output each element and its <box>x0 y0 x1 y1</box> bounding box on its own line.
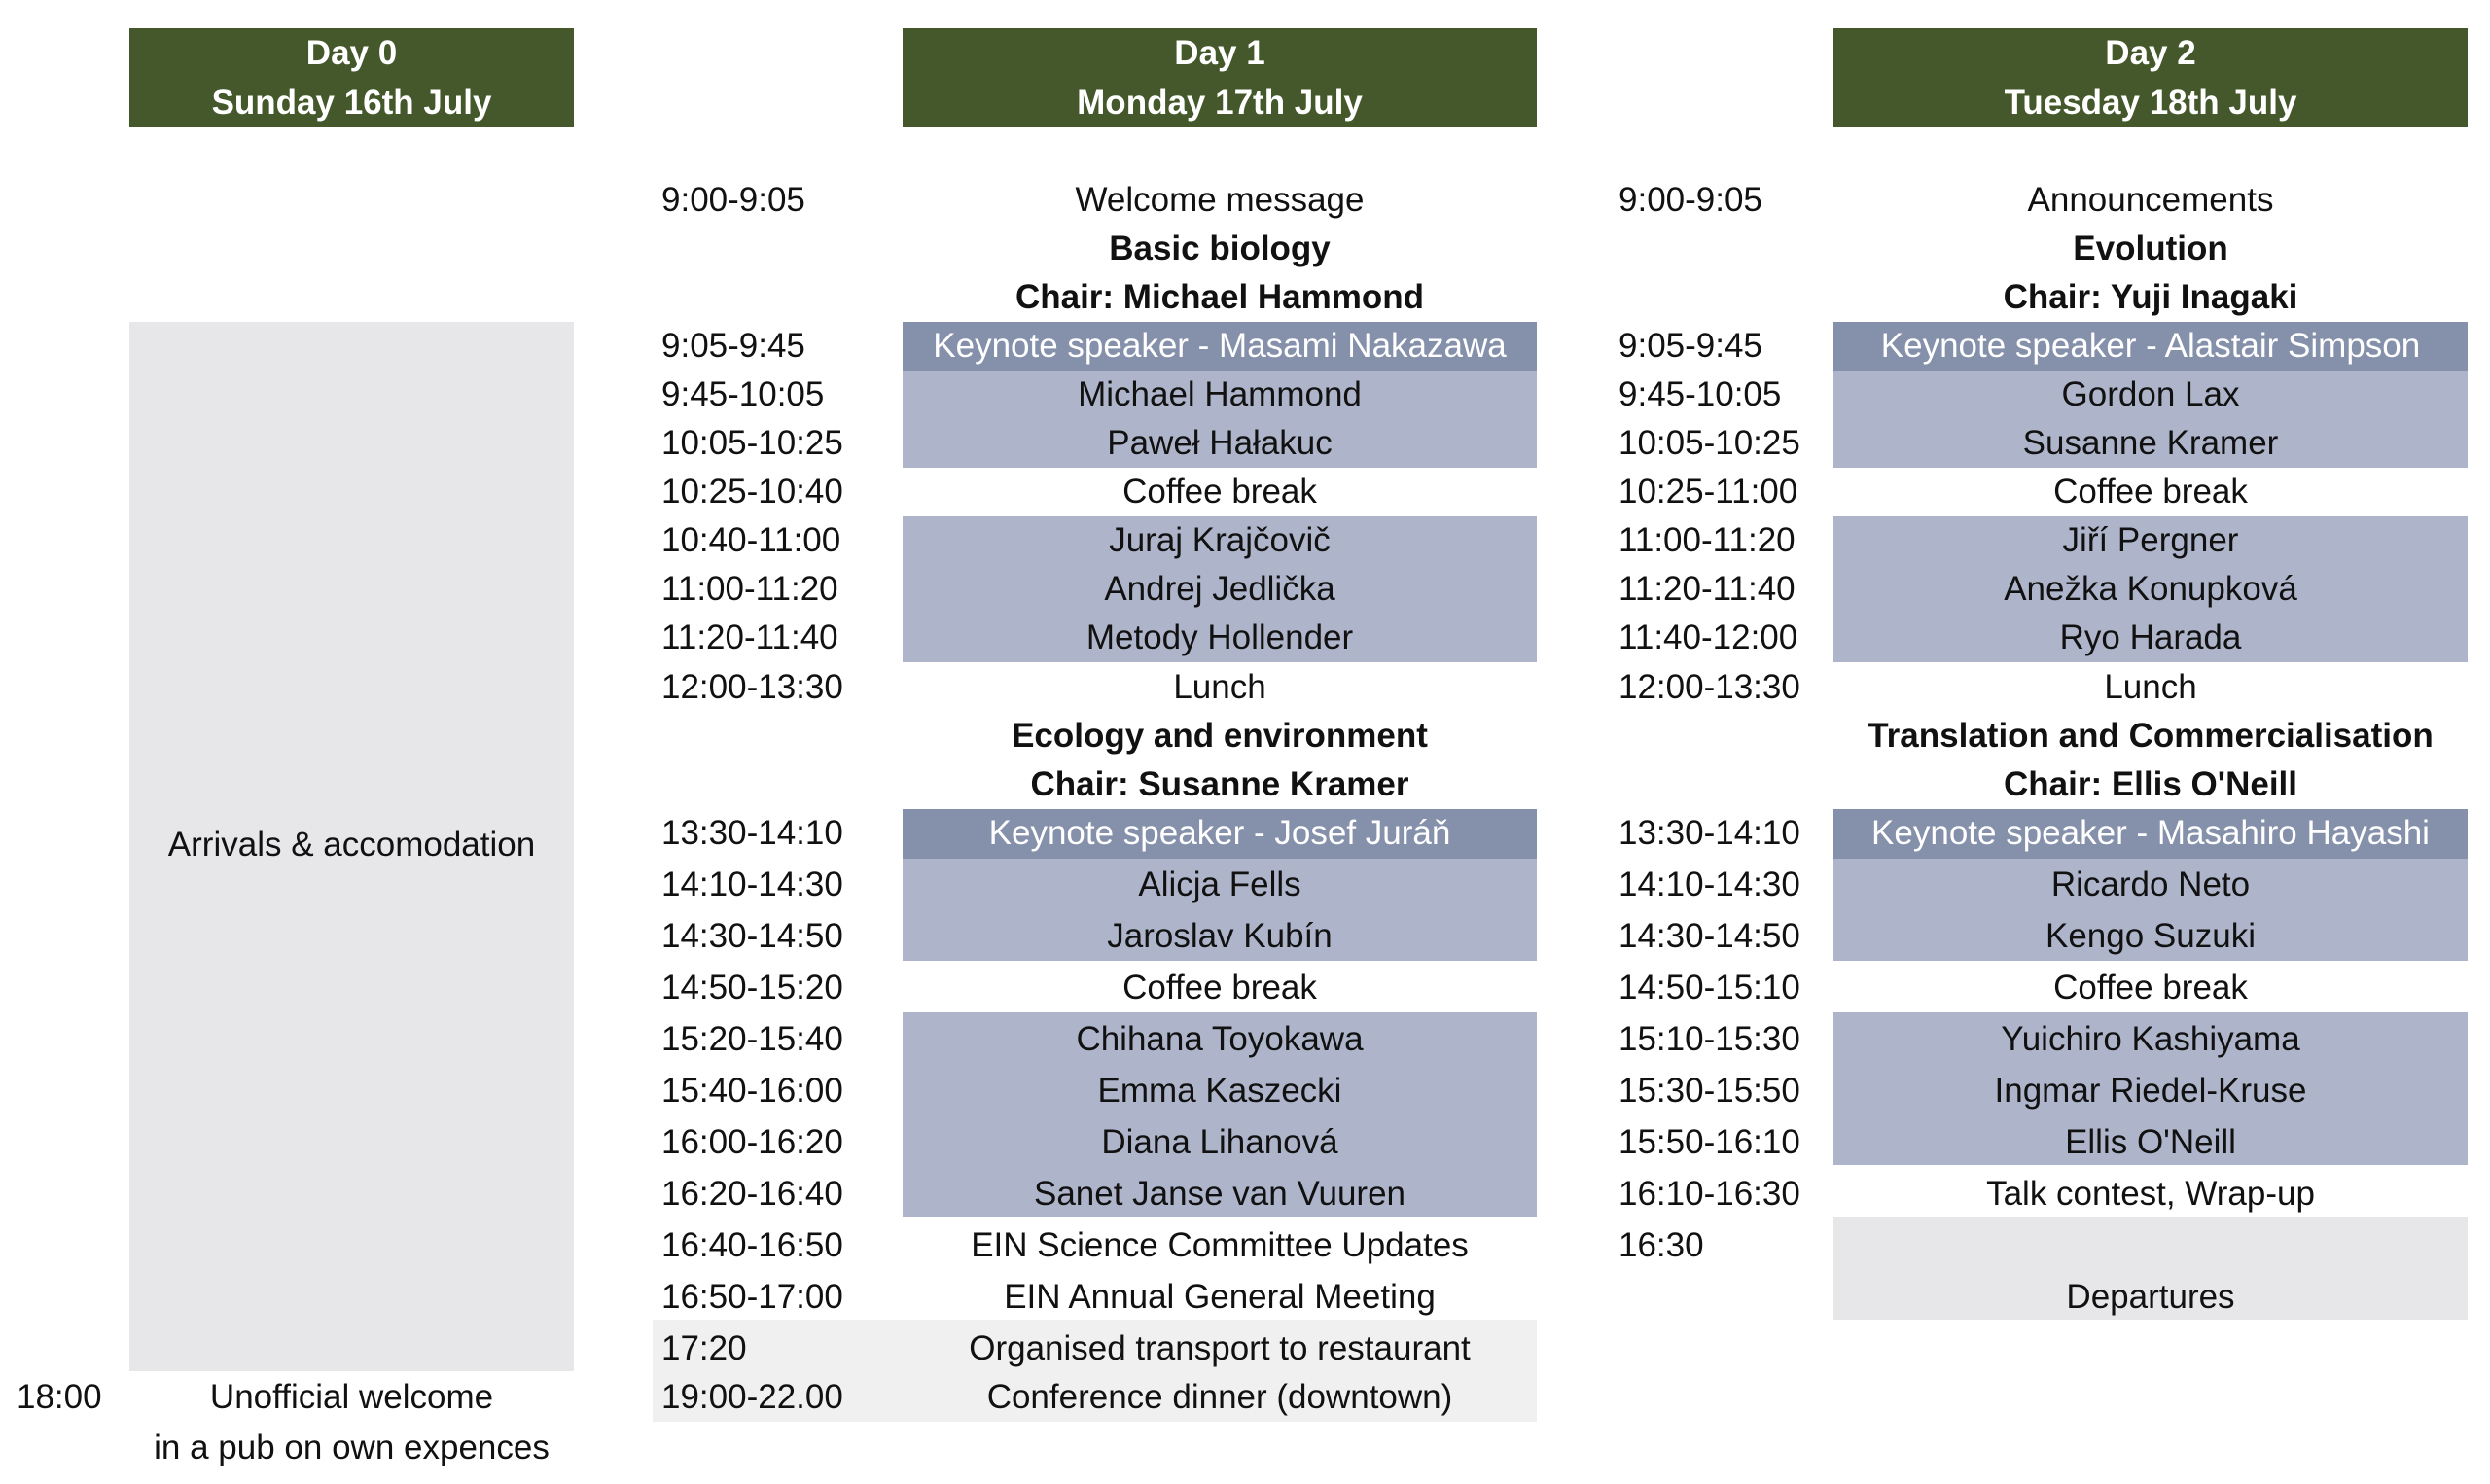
day1-keynote: Keynote speaker - Josef Juráň <box>988 814 1451 852</box>
welcome-line-2: in a pub on own expences <box>154 1429 550 1466</box>
day2-time: 11:20-11:40 <box>1618 570 1796 608</box>
day1-session-title: Basic biology <box>1109 230 1331 267</box>
day0-header-day: Day 0 <box>305 34 398 72</box>
day2-talk: Jiří Pergner <box>2062 521 2239 559</box>
day2-header-date: Tuesday 18th July <box>2004 84 2297 122</box>
day1-talk: Diana Lihanová <box>1101 1123 1338 1161</box>
day1-lunch: Lunch <box>1173 668 1266 706</box>
day1-talk: Paweł Hałakuc <box>1107 424 1333 462</box>
day1-time: 15:20-15:40 <box>661 1020 843 1058</box>
day1-session-chair: Chair: Susanne Kramer <box>1030 765 1409 803</box>
day2-time: 16:30 <box>1618 1226 1704 1264</box>
departures-label: Departures <box>2066 1278 2235 1316</box>
day1-time: 16:50-17:00 <box>661 1278 843 1316</box>
day2-time: 9:05-9:45 <box>1618 327 1762 365</box>
day1-time: 9:00-9:05 <box>661 181 805 219</box>
day2-talk: Ingmar Riedel-Kruse <box>1994 1072 2307 1110</box>
day2-talk: Ellis O'Neill <box>2065 1123 2236 1161</box>
day1-item: EIN Science Committee Updates <box>971 1226 1469 1264</box>
day1-time: 16:20-16:40 <box>661 1175 843 1213</box>
day1-time: 14:50-15:20 <box>661 969 843 1007</box>
day1-session-title: Ecology and environment <box>1012 717 1428 755</box>
day2-item: Talk contest, Wrap-up <box>1986 1175 2315 1213</box>
day1-talk: Alicja Fells <box>1138 866 1301 903</box>
day2-time: 9:00-9:05 <box>1618 181 1762 219</box>
day2-session-title: Translation and Commercialisation <box>1868 717 2434 755</box>
day2-talk: Kengo Suzuki <box>2045 917 2256 955</box>
day1-time: 17:20 <box>661 1329 747 1367</box>
day2-time: 15:50-16:10 <box>1618 1123 1800 1161</box>
day1-time: 14:10-14:30 <box>661 866 843 903</box>
day1-header <box>903 28 1537 127</box>
day2-talk: Ricardo Neto <box>2050 866 2251 903</box>
day1-talk: Chihana Toyokawa <box>1076 1020 1364 1058</box>
day2-time: 9:45-10:05 <box>1618 375 1782 413</box>
day2-header <box>1833 28 2468 127</box>
day1-break: Coffee break <box>1122 969 1317 1007</box>
day2-time: 14:50-15:10 <box>1618 969 1800 1007</box>
day1-talk: Sanet Janse van Vuuren <box>1033 1175 1406 1213</box>
day2-time: 14:10-14:30 <box>1618 866 1800 903</box>
day1-time: 19:00-22.00 <box>661 1378 843 1416</box>
day1-time: 9:45-10:05 <box>661 375 825 413</box>
day2-session-chair: Chair: Ellis O'Neill <box>2003 765 2297 803</box>
day1-time: 15:40-16:00 <box>661 1072 843 1110</box>
day1-time: 10:25-10:40 <box>661 473 843 511</box>
day1-item: Organised transport to restaurant <box>969 1329 1471 1367</box>
day2-time: 16:10-16:30 <box>1618 1175 1800 1213</box>
day0-header <box>129 28 574 127</box>
day1-time: 11:20-11:40 <box>661 618 838 656</box>
day2-header-day: Day 2 <box>2105 34 2196 72</box>
day2-break: Coffee break <box>2053 473 2248 511</box>
day2-keynote: Keynote speaker - Alastair Simpson <box>1880 327 2421 365</box>
day1-time: 11:00-11:20 <box>661 570 838 608</box>
day1-item: Welcome message <box>1075 181 1365 219</box>
day1-time: 16:40-16:50 <box>661 1226 843 1264</box>
day2-talk: Gordon Lax <box>2061 375 2240 413</box>
day2-time: 13:30-14:10 <box>1618 814 1800 852</box>
day1-header-date: Monday 17th July <box>1077 84 1363 122</box>
day2-keynote: Keynote speaker - Masahiro Hayashi <box>1871 814 2430 852</box>
day2-time: 14:30-14:50 <box>1618 917 1800 955</box>
day2-talk: Yuichiro Kashiyama <box>2001 1020 2300 1058</box>
day1-talk: Juraj Krajčovič <box>1109 521 1331 559</box>
day1-keynote: Keynote speaker - Masami Nakazawa <box>933 327 1507 365</box>
day1-talk: Andrej Jedlička <box>1104 570 1335 608</box>
day2-talk: Ryo Harada <box>2059 618 2242 656</box>
day2-time: 15:10-15:30 <box>1618 1020 1800 1058</box>
day2-session-title: Evolution <box>2073 230 2228 267</box>
day2-item: Announcements <box>2027 181 2274 219</box>
day2-talk: Susanne Kramer <box>2022 424 2279 462</box>
day1-time: 12:00-13:30 <box>661 668 843 706</box>
day1-header-day: Day 1 <box>1174 34 1265 72</box>
day2-time: 10:25-11:00 <box>1618 473 1798 511</box>
welcome-line-1: Unofficial welcome <box>209 1378 494 1416</box>
day1-talk: Michael Hammond <box>1078 375 1362 413</box>
day1-time: 10:05-10:25 <box>661 424 843 462</box>
day2-time: 15:30-15:50 <box>1618 1072 1800 1110</box>
day1-talk: Metody Hollender <box>1085 618 1354 656</box>
day2-lunch: Lunch <box>2104 668 2197 706</box>
day2-time: 11:40-12:00 <box>1618 618 1798 656</box>
day1-time: 10:40-11:00 <box>661 521 841 559</box>
arrivals-label: Arrivals & accomodation <box>167 826 536 864</box>
day1-talk: Emma Kaszecki <box>1097 1072 1342 1110</box>
day2-break: Coffee break <box>2053 969 2248 1007</box>
day1-item: Conference dinner (downtown) <box>986 1378 1453 1416</box>
day2-session-chair: Chair: Yuji Inagaki <box>2003 278 2298 316</box>
day1-time: 9:05-9:45 <box>661 327 805 365</box>
day1-session-chair: Chair: Michael Hammond <box>1014 278 1425 316</box>
day1-break: Coffee break <box>1122 473 1317 511</box>
day1-talk: Jaroslav Kubín <box>1107 917 1333 955</box>
day2-time: 12:00-13:30 <box>1618 668 1800 706</box>
day0-header-date: Sunday 16th July <box>211 84 492 122</box>
day1-time: 13:30-14:10 <box>661 814 843 852</box>
day2-time: 10:05-10:25 <box>1618 424 1800 462</box>
day1-item: EIN Annual General Meeting <box>1004 1278 1436 1316</box>
welcome-time: 18:00 <box>17 1378 102 1416</box>
day2-talk: Anežka Konupková <box>2004 570 2297 608</box>
day2-time: 11:00-11:20 <box>1618 521 1796 559</box>
day1-time: 16:00-16:20 <box>661 1123 843 1161</box>
day1-time: 14:30-14:50 <box>661 917 843 955</box>
